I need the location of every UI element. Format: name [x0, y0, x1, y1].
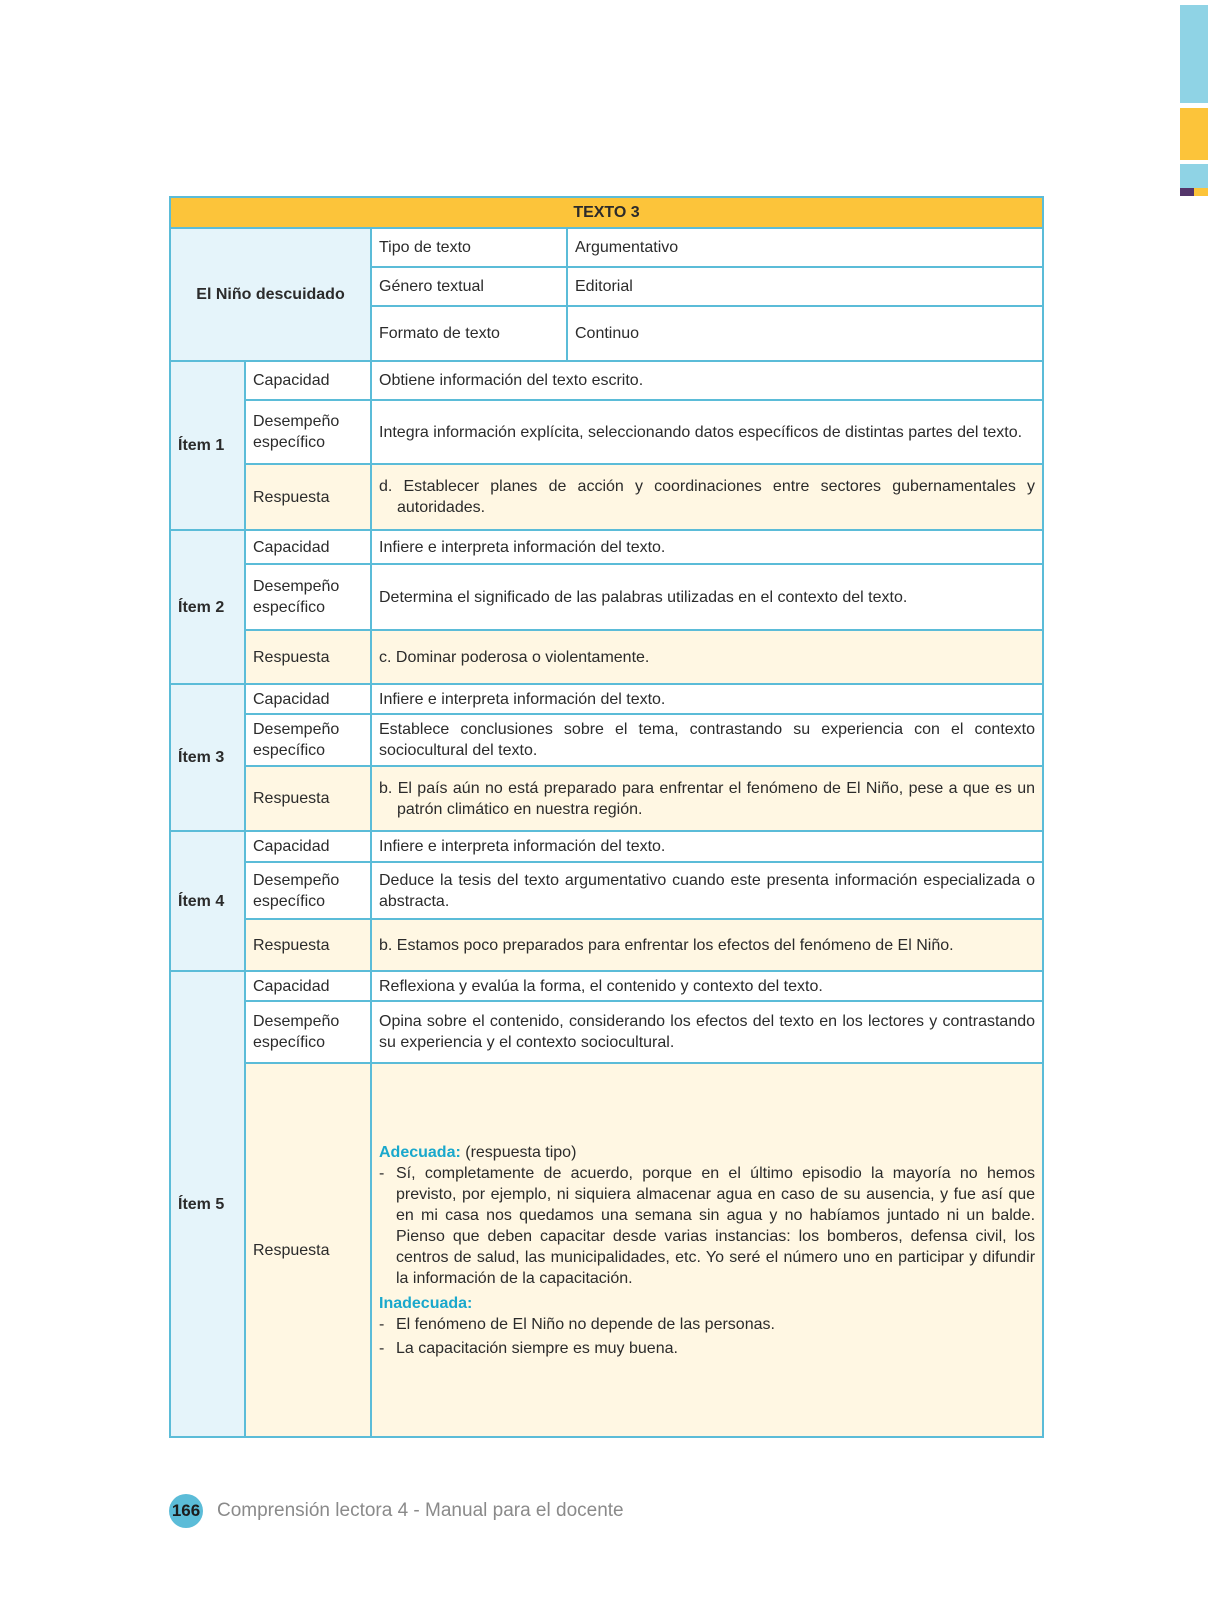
- item-5-respuesta-row: [170, 1063, 1043, 1437]
- row-label-capacidad: Capacidad: [245, 831, 371, 862]
- side-tab-cyan-small: [1180, 164, 1208, 188]
- meta-value: Continuo: [567, 306, 1043, 361]
- row-label-capacidad: Capacidad: [245, 530, 371, 564]
- adecuada-label: Adecuada:: [379, 1143, 461, 1161]
- adecuada-item: [379, 1163, 1035, 1289]
- item-3-desempeno: Establece conclusiones sobre el tema, contrastando su experiencia con el contexto sociocultural del texto.: [371, 714, 1043, 766]
- item-3-respuesta-row: [170, 766, 1043, 831]
- item-3-respuesta: b. El país aún no está preparado para enfrentar el fenómeno de El Niño, pese a que es un patrón climático en nuestra región.: [379, 779, 1036, 818]
- row-label-respuesta: Respuesta: [245, 464, 371, 530]
- side-tab-yellow: [1180, 108, 1208, 160]
- text-title: El Niño descuidado: [170, 228, 371, 361]
- item-1-label: Ítem 1: [170, 361, 245, 530]
- table-header-row: [170, 197, 1043, 228]
- item-2-desempeno-row: [170, 564, 1043, 630]
- row-label-capacidad: Capacidad: [245, 684, 371, 714]
- item-4-label: Ítem 4: [170, 831, 245, 971]
- footer-text: Comprensión lectora 4 - Manual para el docente: [217, 1500, 624, 1521]
- meta-row: [170, 228, 1043, 267]
- item-1-desempeno: Integra información explícita, seleccionando datos específicos de distintas partes del texto.: [371, 400, 1043, 464]
- evaluation-table: [169, 196, 1044, 1438]
- item-1-capacidad-row: [170, 361, 1043, 400]
- inadecuada-heading: [379, 1293, 1035, 1314]
- table-header: TEXTO 3: [170, 197, 1043, 228]
- meta-label: Formato de texto: [371, 306, 567, 361]
- item-4-capacidad: Infiere e interpreta información del texto.: [371, 831, 1043, 862]
- row-label-capacidad: Capacidad: [245, 361, 371, 400]
- meta-label: Género textual: [371, 267, 567, 306]
- item-3-capacidad-row: [170, 684, 1043, 714]
- item-5-capacidad: Reflexiona y evalúa la forma, el contenido y contexto del texto.: [371, 971, 1043, 1001]
- inadecuada-item: [379, 1338, 1035, 1359]
- item-2-label: Ítem 2: [170, 530, 245, 684]
- item-4-respuesta: b. Estamos poco preparados para enfrentar los efectos del fenómeno de El Niño.: [371, 919, 1043, 971]
- meta-label: Tipo de texto: [371, 228, 567, 267]
- item-5-label: Ítem 5: [170, 971, 245, 1437]
- item-2-capacidad-row: [170, 530, 1043, 564]
- page-number: 166: [169, 1494, 203, 1528]
- item-2-respuesta-row: [170, 630, 1043, 684]
- inadecuada-item: [379, 1314, 1035, 1335]
- item-2-capacidad: Infiere e interpreta información del texto.: [371, 530, 1043, 564]
- item-4-respuesta-row: [170, 919, 1043, 971]
- adecuada-heading: [379, 1142, 1035, 1163]
- item-1-respuesta-row: [170, 464, 1043, 530]
- inadecuada-item-text: La capacitación siempre es muy buena.: [396, 1339, 678, 1357]
- bullet-dash: -: [379, 1339, 385, 1357]
- row-label-respuesta: Respuesta: [245, 766, 371, 831]
- item-3-desempeno-row: [170, 714, 1043, 766]
- meta-value: Argumentativo: [567, 228, 1043, 267]
- inadecuada-label: Inadecuada:: [379, 1294, 473, 1312]
- row-label-respuesta: Respuesta: [245, 1063, 371, 1437]
- adecuada-item-text: Sí, completamente de acuerdo, porque en el último episodio la mayoría no hemos previsto, por ejemplo, ni siquiera almacenar agua en caso de su ausencia, y fue así que en mi casa nos quedamos una semana sin agua y no habíamos juntado ni un balde. Pienso que deben capacitar desde varias instancias: los bomberos, defensa civil, los centros de salud, las municipalidades, etc. Yo seré el número uno en participar y difundir la información de la capacitación.: [396, 1164, 1036, 1287]
- meta-value: Editorial: [567, 267, 1043, 306]
- row-label-desempeno: Desempeño específico: [245, 564, 371, 630]
- inadecuada-item-text: El fenómeno de El Niño no depende de las personas.: [396, 1315, 775, 1333]
- side-tab-cyan: [1180, 5, 1208, 103]
- item-5-respuesta: [371, 1063, 1043, 1437]
- row-label-respuesta: Respuesta: [245, 630, 371, 684]
- item-4-desempeno-row: [170, 862, 1043, 919]
- item-5-desempeno-row: [170, 1001, 1043, 1063]
- bullet-dash: -: [379, 1164, 385, 1182]
- row-label-desempeno: Desempeño específico: [245, 400, 371, 464]
- item-2-respuesta: c. Dominar poderosa o violentamente.: [371, 630, 1043, 684]
- item-5-desempeno: Opina sobre el contenido, considerando los efectos del texto en los lectores y contrastando su experiencia y el contexto sociocultural.: [371, 1001, 1043, 1063]
- item-3-capacidad: Infiere e interpreta información del texto.: [371, 684, 1043, 714]
- item-1-respuesta: d. Establecer planes de acción y coordinaciones entre sectores gubernamentales y autoridades.: [379, 478, 1036, 516]
- row-label-desempeno: Desempeño específico: [245, 714, 371, 766]
- item-5-capacidad-row: [170, 971, 1043, 1001]
- side-tab-gold: [1194, 188, 1208, 196]
- item-4-capacidad-row: [170, 831, 1043, 862]
- adecuada-note: (respuesta tipo): [460, 1143, 577, 1161]
- row-label-desempeno: Desempeño específico: [245, 1001, 371, 1063]
- row-label-capacidad: Capacidad: [245, 971, 371, 1001]
- item-4-desempeno: Deduce la tesis del texto argumentativo cuando este presenta información especializada o abstracta.: [371, 862, 1043, 919]
- item-1-desempeno-row: [170, 400, 1043, 464]
- bullet-dash: -: [379, 1315, 385, 1333]
- row-label-desempeno: Desempeño específico: [245, 862, 371, 919]
- item-3-label: Ítem 3: [170, 684, 245, 831]
- item-2-desempeno: Determina el significado de las palabras utilizadas en el contexto del texto.: [371, 564, 1043, 630]
- item-1-capacidad: Obtiene información del texto escrito.: [371, 361, 1043, 400]
- row-label-respuesta: Respuesta: [245, 919, 371, 971]
- page-footer: [169, 1494, 624, 1528]
- side-tab-purple: [1180, 188, 1194, 196]
